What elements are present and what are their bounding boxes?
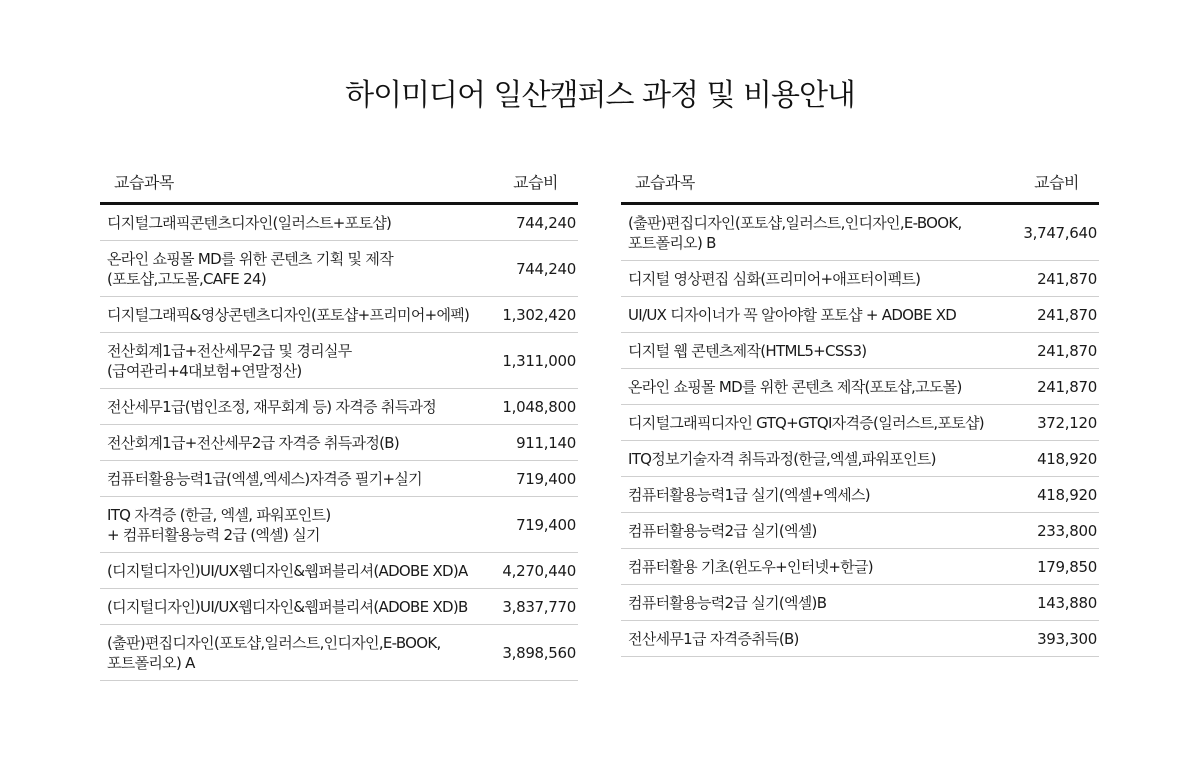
- table-row: [621, 477, 1099, 513]
- course-name: UI/UX 디자이너가 꼭 알아야할 포토샵 + ADOBE XD: [628, 305, 957, 324]
- course-name: 디지털그래픽디자인 GTQ+GTQI자격증(일러스트,포토샵): [628, 413, 984, 432]
- table-row: [621, 549, 1099, 585]
- course-fee: 372,120: [1037, 413, 1097, 432]
- table-header: [621, 160, 1099, 205]
- course-name: (디지털디자인)UI/UX웹디자인&웹퍼블리셔(ADOBE XD)B: [107, 597, 468, 616]
- course-fee: 4,270,440: [502, 561, 576, 580]
- course-fee: 418,920: [1037, 485, 1097, 504]
- table-row: [100, 461, 578, 497]
- page-title: 하이미디어 일산캠퍼스 과정 및 비용안내: [345, 78, 855, 113]
- course-fee: 3,898,560: [502, 643, 576, 662]
- table-body: [100, 205, 578, 681]
- course-name: 전산세무1급 자격증취득(B): [628, 629, 799, 648]
- table-row: [621, 205, 1099, 261]
- course-name: 컴퓨터활용능력1급 실기(엑셀+엑세스): [628, 485, 870, 504]
- course-fee: 3,837,770: [502, 597, 576, 616]
- table-row: [621, 297, 1099, 333]
- course-name: 디지털 웹 콘텐츠제작(HTML5+CSS3): [628, 341, 867, 360]
- course-name: ITQ정보기술자격 취득과정(한글,엑셀,파워포인트): [628, 449, 936, 468]
- header-course: 교습과목: [114, 172, 174, 192]
- table-row: [621, 513, 1099, 549]
- course-name: 온라인 쇼핑몰 MD를 위한 콘텐츠 기획 및 제작 (포토샵,고도몰,CAFE 24): [107, 249, 394, 288]
- course-name: (출판)편집디자인(포토샵,일러스트,인디자인,E-BOOK, 포트폴리오) A: [107, 633, 441, 672]
- table-row: [621, 621, 1099, 657]
- table-row: [100, 205, 578, 241]
- left-fee-table: [100, 160, 578, 681]
- table-body: [621, 205, 1099, 657]
- course-name: 컴퓨터활용능력2급 실기(엑셀): [628, 521, 817, 540]
- course-fee: 719,400: [516, 469, 576, 488]
- header-fee: 교습비: [513, 172, 558, 192]
- table-row: [621, 441, 1099, 477]
- course-name: 전산회계1급+전산세무2급 및 경리실무 (급여관리+4대보험+연말정산): [107, 341, 352, 380]
- table-row: [100, 425, 578, 461]
- table-row: [621, 405, 1099, 441]
- table-row: [100, 241, 578, 297]
- course-fee: 233,800: [1037, 521, 1097, 540]
- table-row: [621, 585, 1099, 621]
- table-row: [621, 333, 1099, 369]
- table-row: [100, 497, 578, 553]
- course-fee: 1,311,000: [502, 351, 576, 370]
- course-name: 전산회계1급+전산세무2급 자격증 취득과정(B): [107, 433, 400, 452]
- course-name: 전산세무1급(법인조정, 재무회계 등) 자격증 취득과정: [107, 397, 437, 416]
- course-name: ITQ 자격증 (한글, 엑셀, 파워포인트) + 컴퓨터활용능력 2급 (엑셀) 실기: [107, 505, 331, 544]
- table-row: [100, 297, 578, 333]
- course-name: 디지털그래픽콘텐츠디자인(일러스트+포토샵): [107, 213, 392, 232]
- table-header: [100, 160, 578, 205]
- course-fee: 241,870: [1037, 341, 1097, 360]
- course-fee: 241,870: [1037, 305, 1097, 324]
- header-fee: 교습비: [1034, 172, 1079, 192]
- course-name: 컴퓨터활용능력1급(엑셀,엑세스)자격증 필기+실기: [107, 469, 422, 488]
- course-fee: 744,240: [516, 259, 576, 278]
- course-fee: 1,048,800: [502, 397, 576, 416]
- table-row: [100, 553, 578, 589]
- table-row: [621, 369, 1099, 405]
- course-name: (출판)편집디자인(포토샵,일러스트,인디자인,E-BOOK, 포트폴리오) B: [628, 213, 962, 252]
- course-fee: 3,747,640: [1023, 223, 1097, 242]
- right-fee-table: [621, 160, 1099, 657]
- course-name: 컴퓨터활용 기초(윈도우+인터넷+한글): [628, 557, 873, 576]
- course-fee: 143,880: [1037, 593, 1097, 612]
- course-fee: 1,302,420: [502, 305, 576, 324]
- course-name: 온라인 쇼핑몰 MD를 위한 콘텐츠 제작(포토샵,고도몰): [628, 377, 962, 396]
- table-row: [100, 389, 578, 425]
- course-name: 디지털그래픽&영상콘텐츠디자인(포토샵+프리미어+에펙): [107, 305, 470, 324]
- course-fee: 719,400: [516, 515, 576, 534]
- course-fee: 241,870: [1037, 377, 1097, 396]
- course-name: 디지털 영상편집 심화(프리미어+애프터이펙트): [628, 269, 921, 288]
- header-course: 교습과목: [635, 172, 695, 192]
- course-fee: 744,240: [516, 213, 576, 232]
- course-fee: 179,850: [1037, 557, 1097, 576]
- table-row: [621, 261, 1099, 297]
- table-row: [100, 625, 578, 681]
- course-fee: 911,140: [516, 433, 576, 452]
- course-fee: 241,870: [1037, 269, 1097, 288]
- course-name: 컴퓨터활용능력2급 실기(엑셀)B: [628, 593, 827, 612]
- course-fee: 418,920: [1037, 449, 1097, 468]
- table-row: [100, 333, 578, 389]
- course-name: (디지털디자인)UI/UX웹디자인&웹퍼블리셔(ADOBE XD)A: [107, 561, 468, 580]
- course-fee: 393,300: [1037, 629, 1097, 648]
- table-row: [100, 589, 578, 625]
